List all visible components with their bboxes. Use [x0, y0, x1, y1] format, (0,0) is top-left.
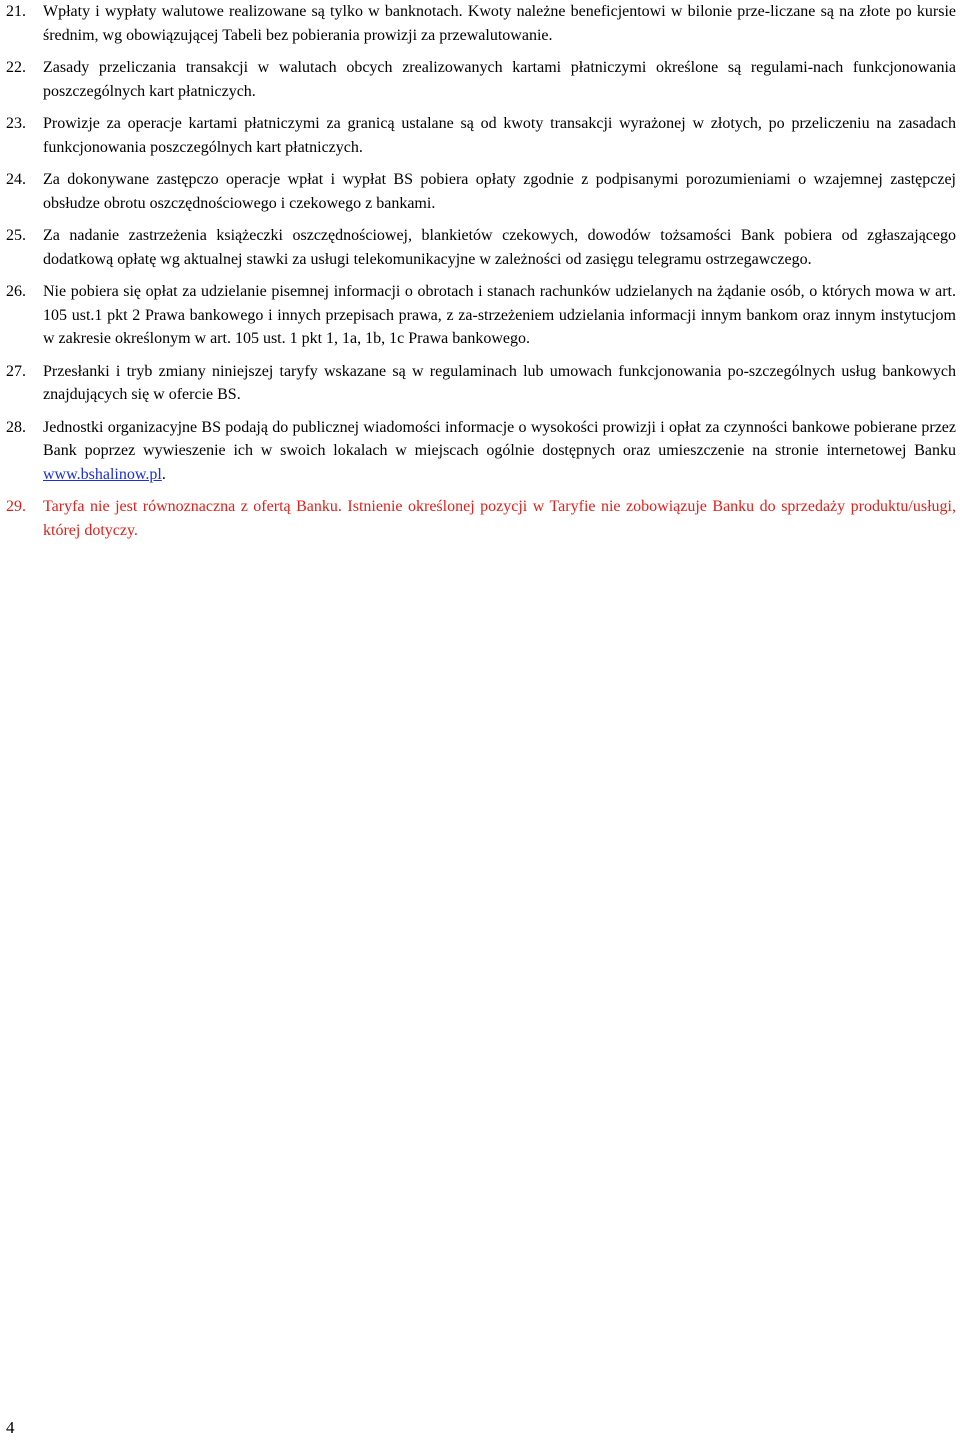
list-item — [4, 168, 956, 215]
item-text: Nie pobiera się opłat za udzielanie pisemnej informacji o obrotach i stanach rachunków udzielanych na żądanie osób, o których mowa w art. 105 ust.1 pkt 2 Prawa bankowego i innych przepisach prawa, z za-strzeżeniem udzielania informacji innym bankom oraz innym instytucjom w zakresie określonym w art. 105 ust. 1 pkt 1, 1a, 1b, 1c Prawa bankowego. — [43, 283, 956, 347]
item-text: Taryfa nie jest równoznaczna z ofertą Banku. Istnienie określonej pozycji w Taryfie nie zobowiązuje Banku do sprzedaży produktu/usługi, której dotyczy. — [43, 498, 956, 539]
list-item — [4, 280, 956, 351]
item-number: 29. — [6, 498, 26, 515]
item-number: 21. — [6, 3, 26, 20]
item-text: Jednostki organizacyjne BS podają do publicznej wiadomości informacje o wysokości prowizji i opłat za czynności bankowe pobierane przez Bank poprzez wywieszenie ich w swoich lokalach w miejscach ogólnie dostępnych oraz umieszczenie na stronie internetowej Banku — [43, 418, 956, 459]
item-number: 27. — [6, 362, 26, 380]
list-item — [4, 416, 956, 487]
item-number: 26. — [6, 283, 26, 300]
item-text-with-link — [43, 416, 956, 487]
list-item-highlighted — [4, 495, 956, 542]
item-text: Za dokonywane zastępczo operacje wpłat i wypłat BS pobiera opłaty zgodnie z podpisanymi porozumieniami o wzajemnej zastępczej obsłudze obrotu oszczędnościowego i czekowego z bankami. — [43, 171, 956, 212]
item-number: 25. — [6, 227, 26, 244]
list-item — [4, 360, 956, 407]
item-number: 23. — [6, 115, 26, 132]
item-text-end: . — [161, 465, 166, 483]
item-text: Prowizje za operacje kartami płatniczymi za granicą ustalane są od kwoty transakcji wyrażonej w złotych, po przeliczeniu na zasadach funkcjonowania poszczególnych kart płatniczych. — [43, 115, 956, 156]
item-text: Zasady przeliczania transakcji w walutach obcych zrealizowanych kartami płatniczymi określone są regulami-nach funkcjonowania poszczególnych kart płatniczych. — [43, 59, 956, 100]
item-number: 22. — [6, 59, 26, 76]
terms-list — [4, 0, 956, 551]
list-item — [4, 0, 956, 47]
item-text: Wpłaty i wypłaty walutowe realizowane są tylko w banknotach. Kwoty należne beneficjentowi w bilonie prze-liczane są na złote po kursie średnim, wg obowiązującej Tabeli bez pobierania prowizji za przewalutowanie. — [43, 3, 956, 44]
list-item — [4, 224, 956, 271]
item-number: 28. — [6, 418, 26, 436]
item-text: Przesłanki i tryb zmiany niniejszej taryfy wskazane są w regulaminach lub umowach funkcjonowania po-szczególnych usług bankowych znajdujących się w ofercie BS. — [43, 362, 956, 403]
page-number: 4 — [6, 1418, 15, 1437]
bank-website-link[interactable]: www.bshalinow.pl — [43, 465, 162, 483]
list-item — [4, 112, 956, 159]
item-text: Za nadanie zastrzeżenia książeczki oszczędnościowej, blankietów czekowych, dowodów tożsamości Bank pobiera od zgłaszającego dodatkową opłatę wg aktualnej stawki za usługi telekomunikacyjne w zależności od zasięgu telegramu ostrzegawczego. — [43, 227, 956, 268]
item-number: 24. — [6, 171, 26, 188]
list-item — [4, 56, 956, 103]
